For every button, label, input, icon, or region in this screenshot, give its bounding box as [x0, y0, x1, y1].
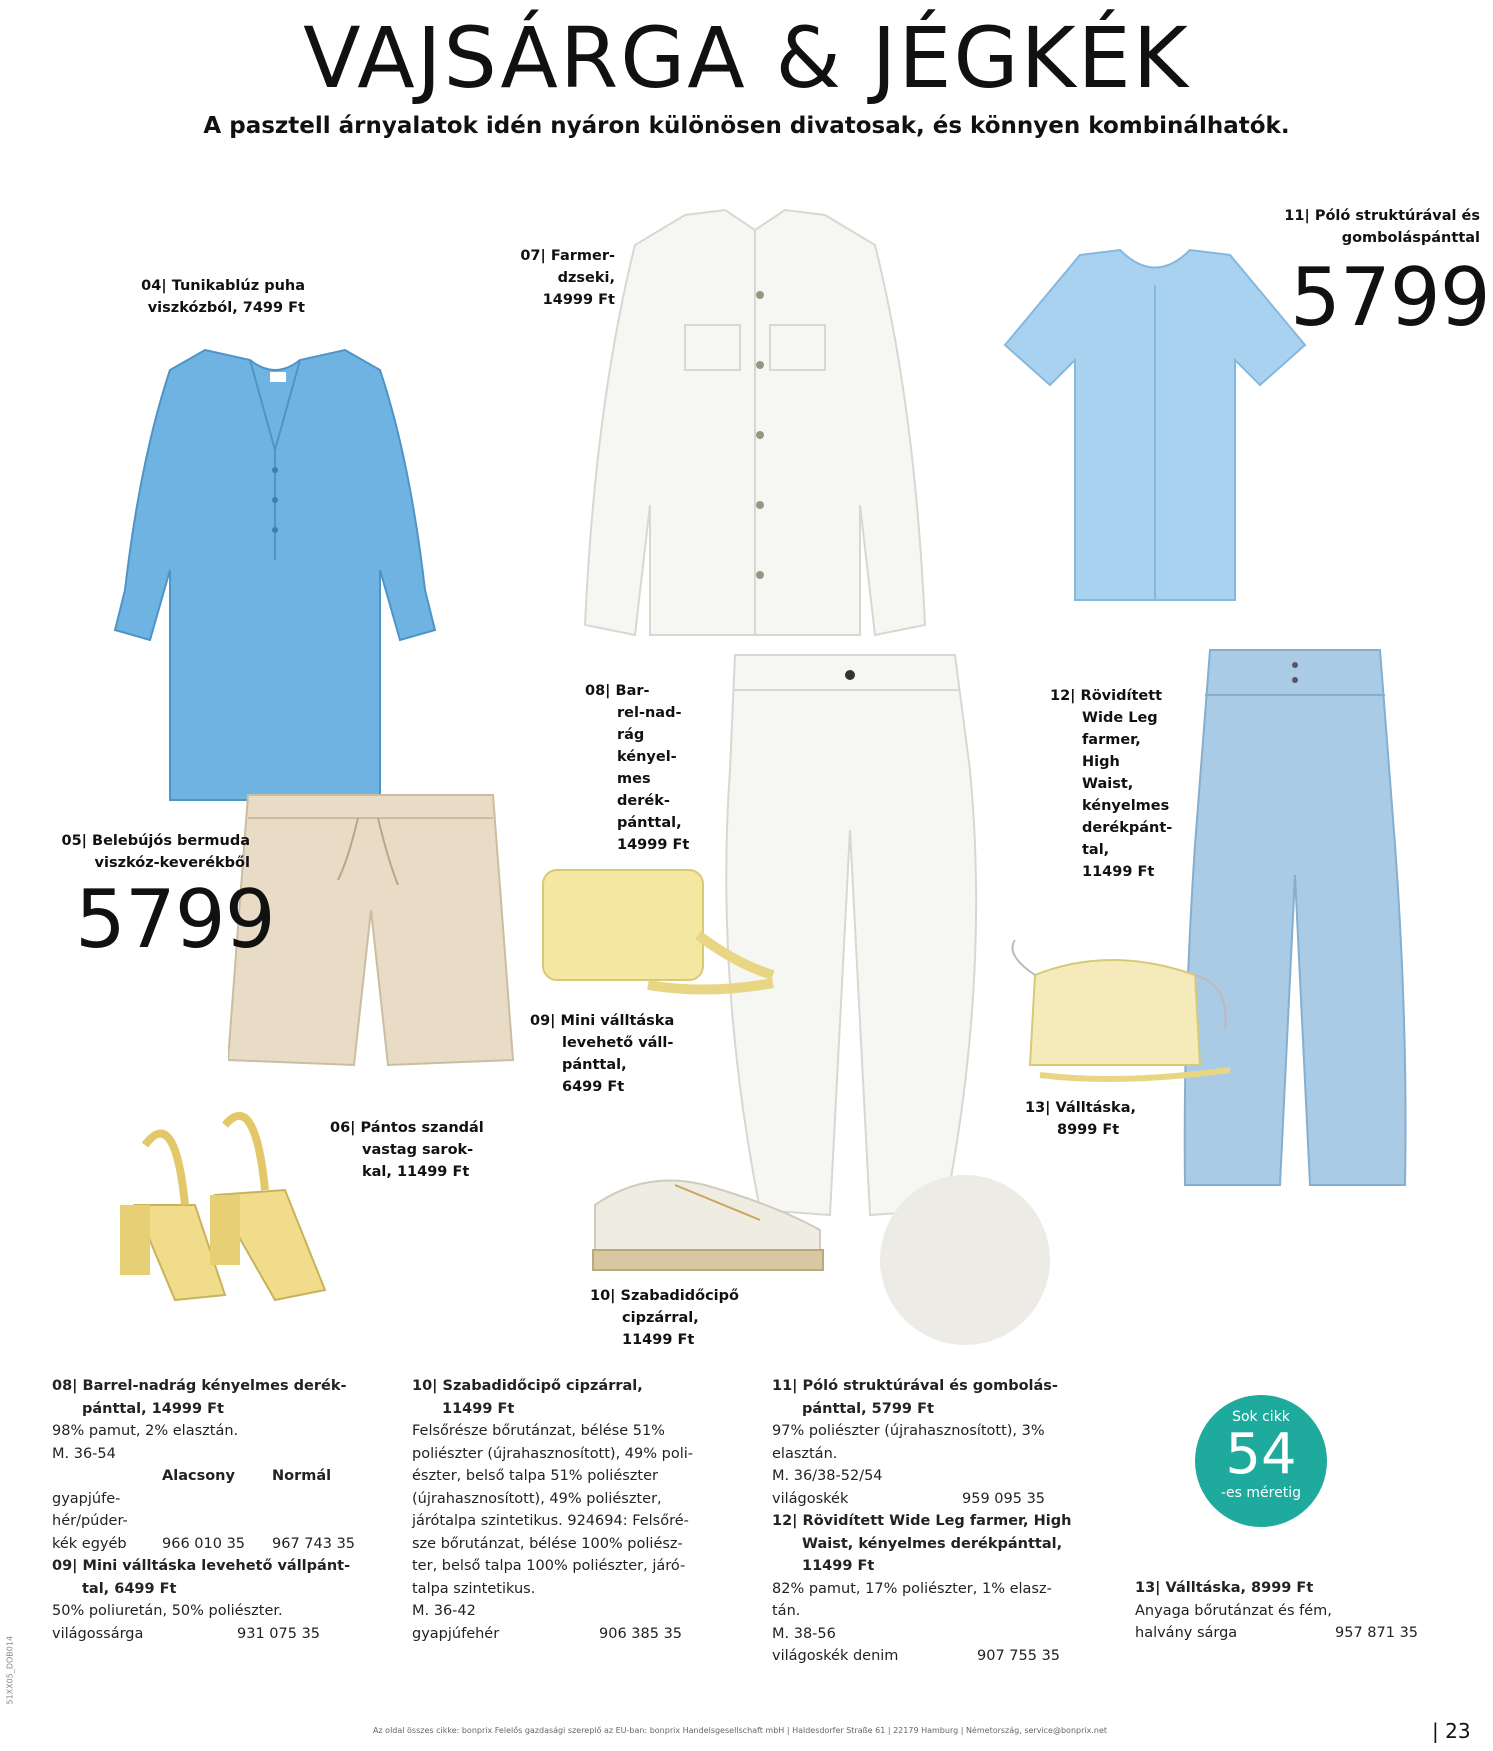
- label-number: 12|: [1050, 688, 1076, 704]
- spec-code: 957 871 35: [1335, 1625, 1419, 1641]
- label-line: pánttal,: [617, 815, 682, 831]
- label-line: rág: [617, 727, 645, 743]
- label-line: kényel-: [617, 749, 677, 765]
- spec-heading: tal, 6499 Ft: [82, 1580, 177, 1597]
- mini-shoulder-bag-image: [538, 865, 778, 995]
- spec-code: 906 385 35: [599, 1625, 683, 1642]
- footer-text: Az oldal összes cikke: bonprix Felelős gazdasági szereplő az EU-ban: bonprix Handelsgesellschaft mbH | Haldesdorfer Straße 61 | 22179 Hamburg | Németország, service@bonprix.net: [372, 1726, 1108, 1735]
- spec-heading: Póló struktúrával és gombolás-: [802, 1378, 1058, 1394]
- label-line: Póló struktúrával és: [1314, 208, 1480, 224]
- label-line: 14999 Ft: [617, 837, 690, 853]
- spec-size: M. 36-54: [52, 1445, 116, 1462]
- label-number: 11|: [1284, 208, 1310, 224]
- label-line: Tunikablúz puha: [171, 278, 305, 294]
- spec-material: 98% pamut, 2% elasztán.: [52, 1423, 239, 1439]
- page-number: | 23: [1432, 1719, 1471, 1743]
- label-08: [585, 680, 705, 856]
- label-12: [1050, 685, 1190, 883]
- spec-line: ter, belső talpa 100% poliészter, járó-: [412, 1558, 686, 1574]
- label-number: 05|: [61, 833, 87, 849]
- spec-col-low: Alacsony: [162, 1468, 235, 1484]
- page-subtitle: A pasztell árnyalatok idén nyáron különösen divatosak, és könnyen kombinálhatók.: [203, 113, 1290, 139]
- spec-heading: pánttal, 14999 Ft: [82, 1400, 224, 1417]
- denim-jacket-image: [575, 205, 935, 650]
- spec-color: gyapjúfehér: [412, 1625, 500, 1642]
- blouse-image: [110, 340, 440, 810]
- shoulder-bag-image: [1000, 935, 1235, 1085]
- spec-size: M. 36/38-52/54: [772, 1468, 883, 1484]
- spec-number: 08|: [52, 1378, 78, 1394]
- label-line: rel-nad-: [617, 705, 682, 721]
- spec-line: észter, belső talpa 51% poliészter: [412, 1468, 658, 1484]
- spec-line: Felsőrésze bőrutánzat, bélése 51%: [412, 1423, 665, 1439]
- label-line: gomboláspánttal: [1341, 230, 1480, 246]
- label-line: Válltáska,: [1055, 1100, 1136, 1116]
- label-line: Waist,: [1082, 776, 1134, 792]
- spec-column-3: [772, 1375, 1122, 1668]
- label-line: mes: [617, 771, 651, 787]
- size-badge: [1195, 1395, 1327, 1527]
- label-line: viszkóz-keverékből: [94, 855, 250, 871]
- label-line: vastag sarok-: [362, 1142, 474, 1158]
- label-06: [330, 1117, 510, 1183]
- spec-heading: Szabadidőcipő cipzárral,: [442, 1378, 643, 1394]
- label-number: 08|: [585, 683, 611, 699]
- label-line: Farmer-: [550, 248, 615, 264]
- spec-line: (újrahasznosított), 49% poliészter,: [412, 1490, 662, 1507]
- spec-code: 959 095 35: [962, 1490, 1046, 1507]
- spec-line: sze bőrutánzat, bélése 100% poliész-: [412, 1535, 683, 1552]
- spec-size: M. 38-56: [772, 1625, 836, 1642]
- spec-material: tán.: [772, 1603, 801, 1619]
- spec-heading: 11499 Ft: [442, 1400, 515, 1417]
- label-line: 11499 Ft: [622, 1332, 695, 1348]
- label-number: 06|: [330, 1120, 356, 1136]
- spec-heading: Barrel-nadrág kényelmes derék-: [82, 1378, 347, 1394]
- spec-number: 09|: [52, 1558, 78, 1574]
- label-line: Wide Leg: [1082, 710, 1158, 726]
- label-line: levehető váll-: [562, 1035, 674, 1051]
- label-line: kal, 11499 Ft: [362, 1164, 470, 1180]
- label-05: [50, 830, 250, 874]
- spec-number: 12|: [772, 1513, 798, 1529]
- spec-number: 10|: [412, 1378, 438, 1394]
- label-number: 04|: [141, 278, 167, 294]
- spec-color: világoskék: [772, 1490, 849, 1507]
- label-line: dzseki,: [557, 270, 615, 286]
- spec-color: halvány sárga: [1135, 1625, 1238, 1641]
- spec-color: hér/púder-: [52, 1513, 128, 1529]
- label-07: [490, 245, 615, 311]
- spec-code: 907 755 35: [977, 1648, 1061, 1664]
- label-line: Pántos szandál: [360, 1120, 484, 1136]
- label-line: tal,: [1082, 842, 1110, 858]
- sneaker-image: [585, 1165, 830, 1275]
- label-04: [90, 275, 305, 319]
- label-line: 6499 Ft: [562, 1079, 625, 1095]
- spec-code: 967 743 35: [272, 1535, 356, 1552]
- label-line: 8999 Ft: [1057, 1122, 1120, 1138]
- spec-material: 82% pamut, 17% poliészter, 1% elasz-: [772, 1580, 1052, 1597]
- label-11: [1210, 205, 1480, 249]
- label-line: 11499 Ft: [1082, 864, 1155, 880]
- badge-bottom-text: -es méretig: [1221, 1485, 1301, 1501]
- label-line: derék-: [617, 793, 670, 809]
- spec-code: 966 010 35: [162, 1535, 246, 1552]
- spec-material: elasztán.: [772, 1445, 838, 1462]
- spec-line: poliészter (újrahasznosított), 49% poli-: [412, 1445, 694, 1462]
- label-line: Mini válltáska: [560, 1013, 675, 1029]
- label-13: [1025, 1097, 1175, 1141]
- spec-material: 50% poliuretán, 50% poliészter.: [52, 1603, 283, 1619]
- spec-number: 13|: [1135, 1580, 1161, 1596]
- label-line: Bar-: [615, 683, 650, 699]
- label-number: 10|: [590, 1288, 616, 1304]
- spec-heading: Rövidített Wide Leg farmer, High: [802, 1513, 1072, 1529]
- tshirt-image: [1000, 245, 1310, 605]
- spec-heading: Válltáska, 8999 Ft: [1165, 1580, 1314, 1596]
- label-09: [530, 1010, 700, 1098]
- fabric-detail-circle: [880, 1175, 1050, 1345]
- label-line: viszkózból, 7499 Ft: [147, 300, 305, 316]
- label-line: High: [1082, 754, 1120, 770]
- label-number: 13|: [1025, 1100, 1051, 1116]
- spec-column-4: [1135, 1577, 1435, 1645]
- price-big-05: 5799: [75, 873, 275, 966]
- label-line: farmer,: [1082, 732, 1141, 748]
- wide-leg-jeans-image: [1180, 645, 1410, 1190]
- spec-size: M. 36-42: [412, 1603, 476, 1619]
- badge-top-text: Sok cikk: [1232, 1409, 1290, 1425]
- spec-color: kék egyéb: [52, 1535, 127, 1552]
- spec-material: Anyaga bőrutánzat és fém,: [1135, 1602, 1332, 1619]
- spec-column-2: [412, 1375, 752, 1645]
- label-line: 14999 Ft: [542, 292, 615, 308]
- spec-color: gyapjúfe-: [52, 1490, 121, 1507]
- spec-code: 931 075 35: [237, 1625, 321, 1642]
- side-code: 51XX05_DOB014: [5, 1635, 15, 1705]
- label-line: Rövidített: [1080, 688, 1163, 704]
- label-line: kényelmes: [1082, 798, 1170, 814]
- badge-number: 54: [1225, 1422, 1297, 1487]
- spec-line: járótalpa szintetikus. 924694: Felsőré-: [412, 1513, 689, 1529]
- label-line: pánttal,: [562, 1057, 627, 1073]
- label-line: cipzárral,: [622, 1310, 699, 1326]
- page-title: VAJSÁRGA & JÉGKÉK: [303, 9, 1190, 107]
- spec-line: talpa szintetikus.: [412, 1580, 536, 1597]
- label-line: derékpánt-: [1082, 820, 1173, 836]
- spec-heading: pánttal, 5799 Ft: [802, 1400, 934, 1417]
- spec-column-1: [52, 1375, 392, 1645]
- spec-number: 11|: [772, 1378, 798, 1394]
- label-number: 07|: [520, 248, 546, 264]
- spec-col-normal: Normál: [272, 1468, 332, 1484]
- spec-heading: Mini válltáska levehető vállpánt-: [82, 1558, 351, 1574]
- label-10: [590, 1285, 760, 1351]
- price-big-11: 5799: [1290, 251, 1490, 344]
- spec-color: világossárga: [52, 1625, 144, 1642]
- spec-material: 97% poliészter (újrahasznosított), 3%: [772, 1423, 1045, 1439]
- spec-heading: Waist, kényelmes derékpánttal,: [802, 1535, 1063, 1552]
- spec-heading: 11499 Ft: [802, 1558, 875, 1574]
- label-line: Szabadidőcipő: [620, 1288, 739, 1304]
- label-number: 09|: [530, 1013, 556, 1029]
- spec-color: világoskék denim: [772, 1648, 899, 1664]
- label-line: Belebújós bermuda: [92, 833, 250, 849]
